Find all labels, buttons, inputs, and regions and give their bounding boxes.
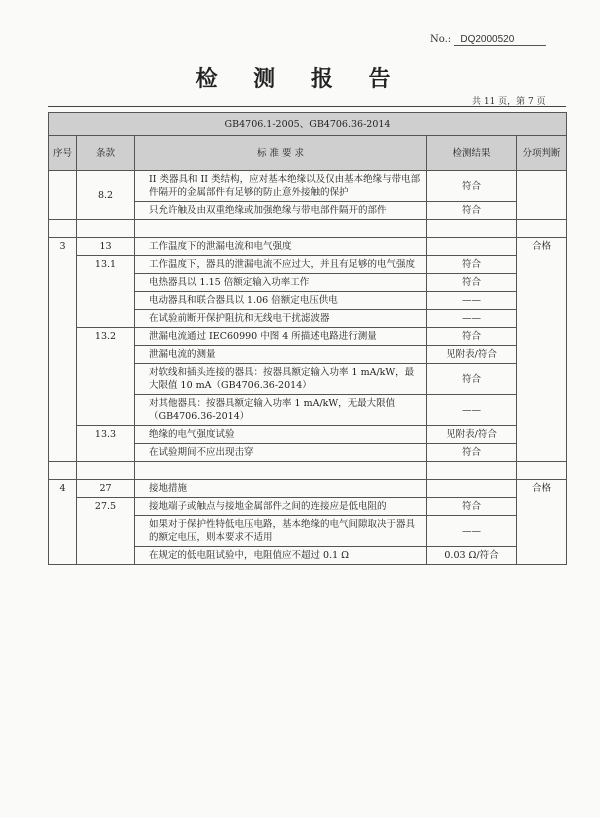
judgement-cell: 合格 (517, 480, 567, 565)
clause-cell: 13.3 (77, 426, 135, 462)
requirement-cell: II 类器具和 II 类结构，应对基本绝缘以及仅由基本绝缘与带电部件隔开的金属部件有足够的防止意外接触的保护 (135, 171, 427, 202)
result-cell: —— (427, 395, 517, 426)
requirement-cell: 工作温度下的泄漏电流和电气强度 (135, 238, 427, 256)
result-cell: 见附表/符合 (427, 426, 517, 444)
requirement-cell: 在试验前断开保护阻抗和无线电干扰滤波器 (135, 310, 427, 328)
result-cell: 见附表/符合 (427, 346, 517, 364)
seq-cell: 4 (49, 480, 77, 565)
table-row (49, 498, 567, 516)
requirement-cell: 工作温度下，器具的泄漏电流不应过大，并且有足够的电气强度 (135, 256, 427, 274)
requirement-cell: 电热器具以 1.15 倍额定输入功率工作 (135, 274, 427, 292)
page-info: 共 11 页，第 7 页 (472, 97, 546, 107)
standard-reference: GB4706.1-2005、GB4706.36-2014 (49, 113, 567, 136)
col-result: 检测结果 (427, 136, 517, 171)
result-cell: 符合 (427, 274, 517, 292)
requirement-cell: 在规定的低电阻试验中，电阻值应不超过 0.1 Ω (135, 547, 427, 565)
requirement-cell: 电动器具和联合器具以 1.06 倍额定电压供电 (135, 292, 427, 310)
requirement-cell: 如果对于保护性特低电压电路，基本绝缘的电气间隙取决于器具的额定电压，则本要求不适用 (135, 516, 427, 547)
clause-cell: 13 (77, 238, 135, 256)
inspection-table (48, 112, 567, 565)
col-judgement: 分项判断 (517, 136, 567, 171)
report-number-value: DQ2000520 (454, 34, 546, 46)
requirement-cell: 泄漏电流通过 IEC60990 中图 4 所描述电路进行测量 (135, 328, 427, 346)
result-cell: 符合 (427, 256, 517, 274)
requirement-cell: 绝缘的电气强度试验 (135, 426, 427, 444)
result-cell: —— (427, 516, 517, 547)
requirement-cell: 接地措施 (135, 480, 427, 498)
result-cell: 符合 (427, 202, 517, 220)
result-cell: 符合 (427, 328, 517, 346)
col-seq: 序号 (49, 136, 77, 171)
table-row (49, 238, 567, 256)
report-number-label: No.: (430, 34, 452, 45)
column-header-row (49, 136, 567, 171)
result-cell: —— (427, 292, 517, 310)
result-cell (427, 238, 517, 256)
col-clause: 条款 (77, 136, 135, 171)
clause-cell: 13.1 (77, 256, 135, 328)
requirement-cell: 泄漏电流的测量 (135, 346, 427, 364)
clause-cell: 8.2 (77, 171, 135, 220)
table-row (49, 480, 567, 498)
requirement-cell: 接地端子或触点与接地金属部件之间的连接应是低电阻的 (135, 498, 427, 516)
requirement-cell: 对其他器具：按器具额定输入功率 1 mA/kW，无最大限值（GB4706.36-2014） (135, 395, 427, 426)
col-requirement: 标 准 要 求 (135, 136, 427, 171)
result-cell: 符合 (427, 444, 517, 462)
judgement-cell (517, 171, 567, 220)
result-cell: 符合 (427, 171, 517, 202)
header-rule (48, 106, 566, 107)
result-cell: —— (427, 310, 517, 328)
seq-cell: 3 (49, 238, 77, 462)
requirement-cell: 对软线和插头连接的器具：按器具额定输入功率 1 mA/kW，最大限值 10 mA（GB4706.36-2014） (135, 364, 427, 395)
result-cell: 0.03 Ω/符合 (427, 547, 517, 565)
page-title: 检 测 报 告 (195, 66, 405, 92)
judgement-cell: 合格 (517, 238, 567, 462)
section-gap (49, 220, 567, 238)
clause-cell: 13.2 (77, 328, 135, 426)
result-cell: 符合 (427, 364, 517, 395)
table-row (49, 328, 567, 346)
result-cell (427, 480, 517, 498)
requirement-cell: 在试验期间不应出现击穿 (135, 444, 427, 462)
standard-row (49, 113, 567, 136)
seq-cell (49, 171, 77, 220)
table-row (49, 171, 567, 202)
report-number (430, 34, 546, 46)
table-row (49, 256, 567, 274)
requirement-cell: 只允许触及由双重绝缘或加强绝缘与带电部件隔开的部件 (135, 202, 427, 220)
clause-cell: 27 (77, 480, 135, 498)
table-row (49, 426, 567, 444)
section-gap (49, 462, 567, 480)
result-cell: 符合 (427, 498, 517, 516)
clause-cell: 27.5 (77, 498, 135, 565)
